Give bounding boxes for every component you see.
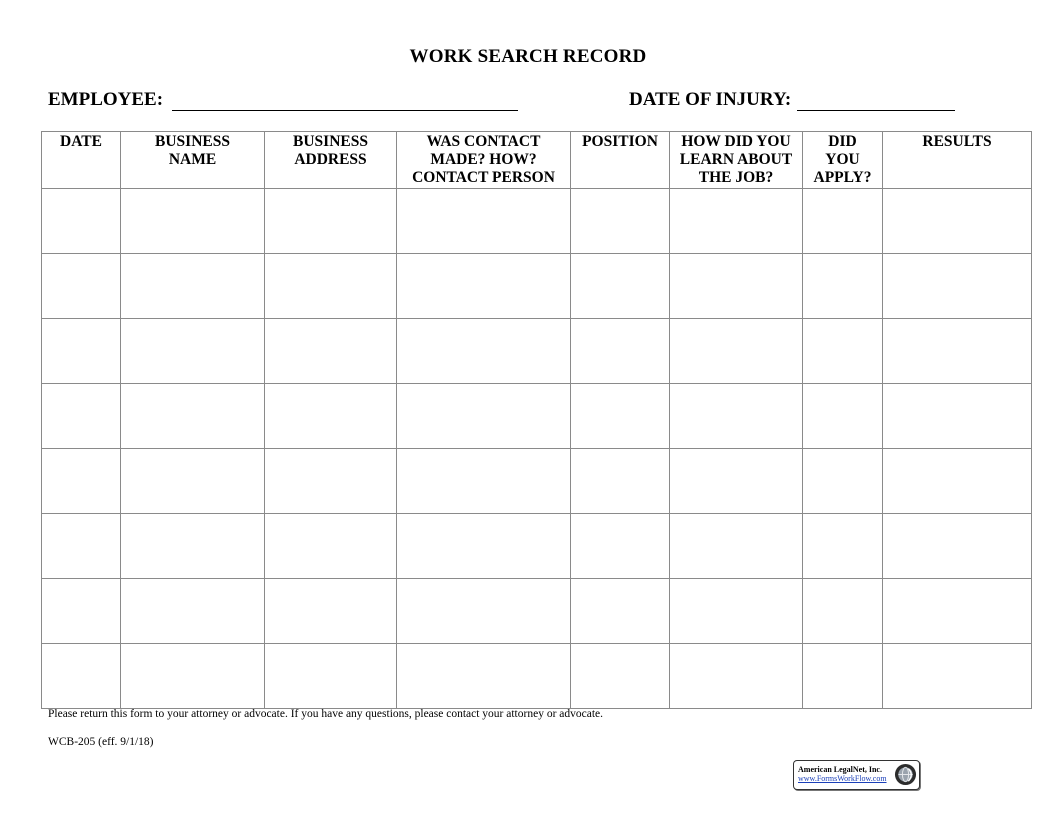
table-row [42,579,1032,644]
employee-field [48,89,518,111]
table-cell[interactable] [803,644,883,709]
table-cell[interactable] [397,384,571,449]
table-cell[interactable] [883,254,1032,319]
table-cell[interactable] [883,449,1032,514]
form-id: WCB-205 (eff. 9/1/18) [48,736,154,748]
table-cell[interactable] [121,189,265,254]
table-cell[interactable] [571,319,670,384]
table-cell[interactable] [42,189,121,254]
work-search-table [41,131,1032,709]
table-cell[interactable] [883,579,1032,644]
table-cell[interactable] [571,189,670,254]
table-cell[interactable] [121,384,265,449]
date-of-injury-blank-line[interactable] [797,92,955,111]
table-cell[interactable] [670,514,803,579]
table-cell[interactable] [42,514,121,579]
table-cell[interactable] [397,189,571,254]
table-cell[interactable] [803,514,883,579]
table-cell[interactable] [670,579,803,644]
table-cell[interactable] [670,254,803,319]
table-cell[interactable] [803,384,883,449]
table-cell[interactable] [571,449,670,514]
table-cell[interactable] [670,384,803,449]
table-cell[interactable] [397,449,571,514]
date-of-injury-label: DATE OF INJURY: [629,89,792,110]
table-cell[interactable] [121,514,265,579]
header-how-learned: HOW DID YOU LEARN ABOUT THE JOB? [670,132,803,189]
table-cell[interactable] [397,254,571,319]
table-row [42,319,1032,384]
footer-note: Please return this form to your attorney or advocate. If you have any questions, please contact your attorney or advocate. [48,708,604,720]
table-cell[interactable] [265,449,397,514]
table-cell[interactable] [397,644,571,709]
employee-label: EMPLOYEE: [48,89,164,110]
table-row [42,514,1032,579]
table-cell[interactable] [265,644,397,709]
header-results: RESULTS [883,132,1032,189]
table-cell[interactable] [571,579,670,644]
header-position: POSITION [571,132,670,189]
table-cell[interactable] [670,449,803,514]
table-cell[interactable] [803,189,883,254]
header-date: DATE [42,132,121,189]
header-fields [48,89,1008,113]
table-cell[interactable] [571,514,670,579]
header-business-name: BUSINESS NAME [121,132,265,189]
table-cell[interactable] [265,254,397,319]
header-did-apply: DID YOU APPLY? [803,132,883,189]
table-row [42,449,1032,514]
table-cell[interactable] [121,579,265,644]
table-cell[interactable] [42,319,121,384]
table-row [42,189,1032,254]
table-cell[interactable] [265,384,397,449]
logo-url-link[interactable]: www.FormsWorkFlow.com [798,774,887,783]
table-cell[interactable] [42,644,121,709]
table-cell[interactable] [265,514,397,579]
table-cell[interactable] [571,254,670,319]
table-cell[interactable] [397,319,571,384]
table-cell[interactable] [803,254,883,319]
table-cell[interactable] [803,449,883,514]
table-cell[interactable] [397,514,571,579]
employee-blank-line[interactable] [172,92,518,111]
table-cell[interactable] [571,384,670,449]
table-cell[interactable] [670,644,803,709]
table-cell[interactable] [571,644,670,709]
table-row [42,384,1032,449]
table-cell[interactable] [803,319,883,384]
table-cell[interactable] [883,384,1032,449]
page-title: WORK SEARCH RECORD [409,46,647,67]
table-cell[interactable] [42,579,121,644]
table-cell[interactable] [670,319,803,384]
table-row [42,644,1032,709]
table-cell[interactable] [42,449,121,514]
table-header-row [42,132,1032,189]
table-cell[interactable] [121,449,265,514]
table-cell[interactable] [121,254,265,319]
date-of-injury-field [629,89,955,111]
table-cell[interactable] [883,644,1032,709]
table-cell[interactable] [265,579,397,644]
table-cell[interactable] [883,189,1032,254]
table-body [42,189,1032,709]
table-cell[interactable] [121,644,265,709]
globe-icon [894,763,917,786]
table-cell[interactable] [265,189,397,254]
table-cell[interactable] [670,189,803,254]
table-cell[interactable] [883,514,1032,579]
header-business-address: BUSINESS ADDRESS [265,132,397,189]
header-contact-made: WAS CONTACT MADE? HOW? CONTACT PERSON [397,132,571,189]
logo-company-name: American LegalNet, Inc. [798,765,882,774]
table-cell[interactable] [121,319,265,384]
american-legalnet-logo[interactable] [793,760,920,790]
table-cell[interactable] [265,319,397,384]
table-cell[interactable] [42,384,121,449]
table-cell[interactable] [42,254,121,319]
table-cell[interactable] [803,579,883,644]
table-cell[interactable] [397,579,571,644]
table-cell[interactable] [883,319,1032,384]
table-row [42,254,1032,319]
